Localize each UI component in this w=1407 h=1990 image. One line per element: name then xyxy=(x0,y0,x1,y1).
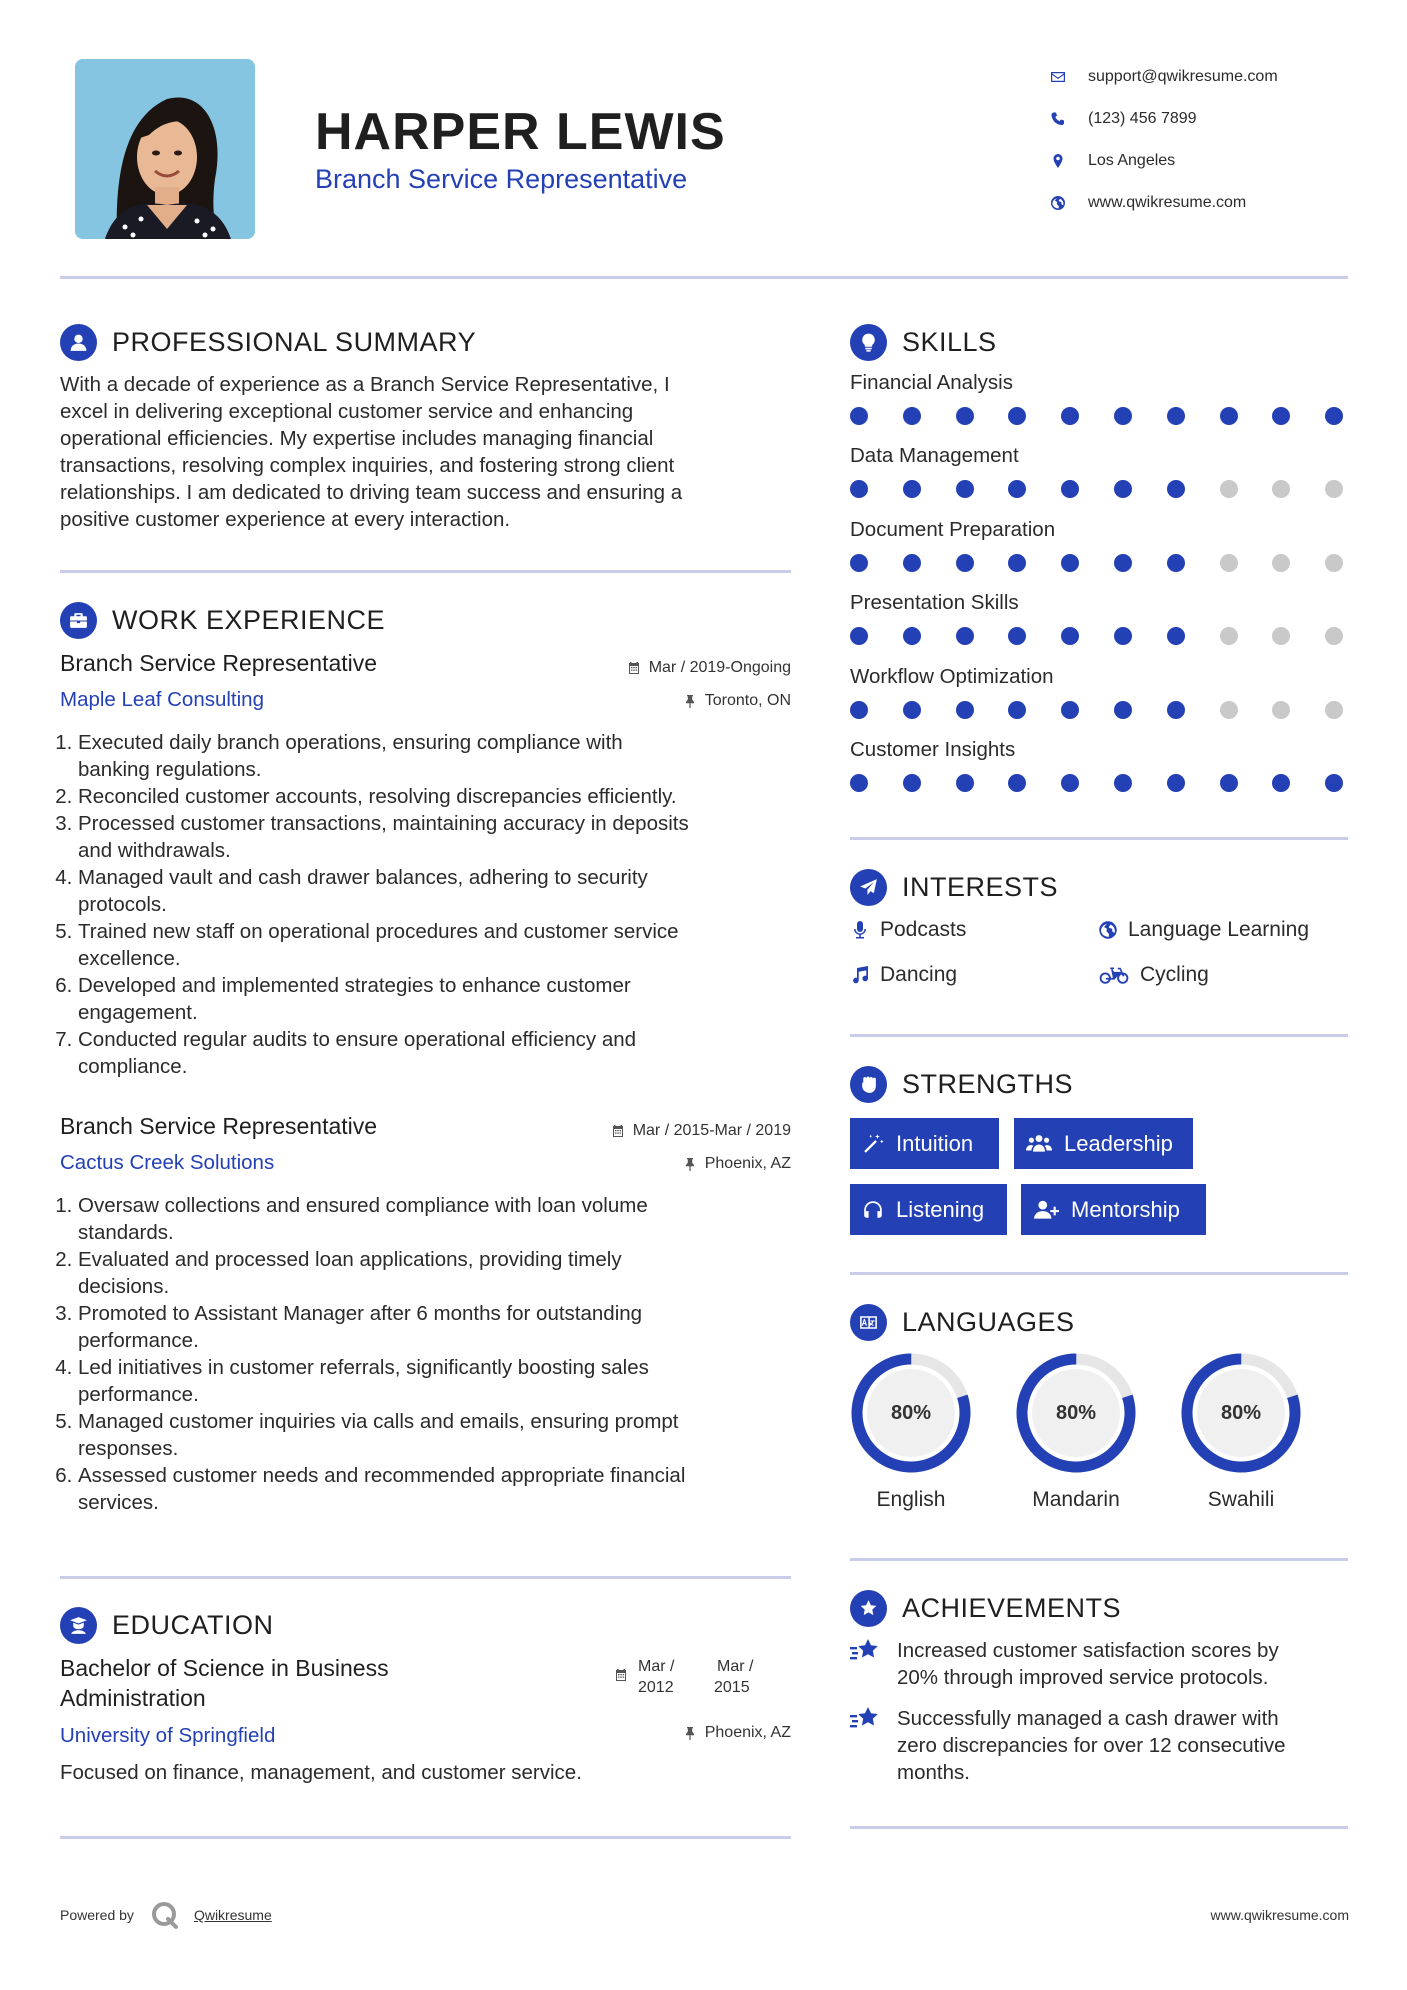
microphone-icon xyxy=(850,920,870,940)
skill-dot-filled xyxy=(1061,701,1079,719)
strength-badge xyxy=(850,1118,999,1169)
work-heading-text: WORK EXPERIENCE xyxy=(112,605,386,635)
skill-dot-filled xyxy=(956,627,974,645)
skill-dot-empty xyxy=(1325,554,1343,572)
skill-dot-empty xyxy=(1220,554,1238,572)
education-heading xyxy=(60,1607,274,1644)
skill-dot-empty xyxy=(1325,627,1343,645)
skill-dot-empty xyxy=(1272,480,1290,498)
job-location xyxy=(683,1155,791,1173)
graduate-icon xyxy=(60,1607,97,1644)
skill-dot-filled xyxy=(956,554,974,572)
globe-icon xyxy=(1098,920,1118,940)
skill-dot-filled xyxy=(1061,554,1079,572)
interest-label: Podcasts xyxy=(880,918,967,941)
headphones-icon xyxy=(862,1199,884,1221)
candidate-name: HARPER LEWIS xyxy=(315,103,726,161)
skill-dot-empty xyxy=(1272,627,1290,645)
skill-name: Document Preparation xyxy=(850,517,1056,541)
skill-dot-filled xyxy=(1061,627,1079,645)
briefcase-icon xyxy=(60,602,97,639)
strength-label: Listening xyxy=(896,1196,985,1222)
education-school: University of Springfield xyxy=(60,1724,276,1747)
skill-dot-filled xyxy=(1061,480,1079,498)
contact-email[interactable] xyxy=(1050,56,1370,98)
bicycle-icon xyxy=(1098,965,1130,985)
language-percent: 80% xyxy=(1220,1401,1262,1424)
strengths-divider xyxy=(850,1272,1348,1275)
achievements-heading xyxy=(850,1590,1121,1627)
job-dates xyxy=(627,659,791,677)
skill-dot-filled xyxy=(1008,774,1026,792)
skill-dot-filled xyxy=(1167,774,1185,792)
interests-divider xyxy=(850,1034,1348,1037)
magic-wand-icon xyxy=(862,1133,884,1155)
work-divider xyxy=(60,1576,791,1579)
skill-dot-filled xyxy=(1325,774,1343,792)
trophy-star-icon xyxy=(850,1590,887,1627)
strength-label: Mentorship xyxy=(1071,1196,1180,1222)
interest-item xyxy=(1098,918,1309,942)
interest-label: Language Learning xyxy=(1128,918,1310,941)
skill-dot-filled xyxy=(1114,627,1132,645)
job-duties xyxy=(59,729,804,1080)
pushpin-icon xyxy=(683,1157,697,1171)
achievement-item xyxy=(850,1637,1350,1691)
profile-photo xyxy=(75,59,255,239)
duty-item: 5. Trained new staff on operational procedures and customer service excellence. xyxy=(78,918,804,972)
summary-line: excel in delivering exceptional customer service and enhancing xyxy=(60,400,634,423)
skill-dot-filled xyxy=(1272,407,1290,425)
phone-icon xyxy=(1050,109,1088,129)
job-dates xyxy=(611,1122,791,1140)
contact-location xyxy=(1050,140,1370,182)
work-heading xyxy=(60,602,385,639)
interest-item xyxy=(850,963,957,987)
interest-item xyxy=(850,918,966,942)
education-location xyxy=(683,1724,791,1742)
contact-website[interactable] xyxy=(1050,182,1370,224)
skill-name: Data Management xyxy=(850,444,1019,468)
skill-dot-filled xyxy=(1272,774,1290,792)
skill-dot-empty xyxy=(1220,701,1238,719)
interest-label: Dancing xyxy=(880,963,958,986)
duty-item: 4. Led initiatives in customer referrals, significantly boosting sales performance. xyxy=(78,1354,804,1408)
achievements-divider xyxy=(850,1826,1348,1829)
skills-heading-text: SKILLS xyxy=(902,327,997,357)
envelope-icon xyxy=(1050,67,1088,87)
language-name: English xyxy=(876,1488,946,1511)
education-date-end: Mar / 2015 xyxy=(714,1658,754,1696)
strength-label: Intuition xyxy=(896,1130,974,1156)
footer-powered-by xyxy=(60,1900,272,1930)
language-icon xyxy=(850,1304,887,1341)
portrait-image xyxy=(75,59,255,239)
skill-dot-filled xyxy=(1167,701,1185,719)
summary-divider xyxy=(60,570,791,573)
music-note-icon xyxy=(850,965,870,985)
duty-item: 1. Executed daily branch operations, ensuring compliance with banking regulations. xyxy=(78,729,804,783)
contact-website-text: www.qwikresume.com xyxy=(1088,194,1247,211)
skill-name: Customer Insights xyxy=(850,738,1016,761)
star-icon xyxy=(850,1706,880,1732)
skill-dot-filled xyxy=(850,554,868,572)
job-title: Branch Service Representative xyxy=(60,650,378,676)
skill-dot-filled xyxy=(956,701,974,719)
language-name: Swahili xyxy=(1207,1488,1275,1511)
powered-by-text: Powered by xyxy=(60,1907,134,1923)
skill-dot-filled xyxy=(1008,554,1026,572)
qwikresume-logo-icon xyxy=(150,1900,180,1930)
skill-dot-filled xyxy=(1167,627,1185,645)
duty-item: 6. Developed and implemented strategies to enhance customer engagement. xyxy=(78,972,804,1026)
skill-dot-filled xyxy=(1220,407,1238,425)
strength-badge xyxy=(850,1184,1007,1235)
skill-dot-filled xyxy=(850,627,868,645)
strength-badge xyxy=(1021,1184,1206,1235)
summary-line: With a decade of experience as a Branch Service Representative, I xyxy=(60,373,670,396)
duty-item: 3. Promoted to Assistant Manager after 6 months for outstanding performance. xyxy=(78,1300,804,1354)
contact-phone[interactable] xyxy=(1050,98,1370,140)
interest-label: Cycling xyxy=(1140,963,1209,986)
skill-dot-empty xyxy=(1220,627,1238,645)
job-title: Branch Service Representative xyxy=(60,1113,378,1139)
footer-website[interactable]: www.qwikresume.com xyxy=(1210,1907,1349,1923)
languages-heading-text: LANGUAGES xyxy=(902,1307,1075,1337)
skills-divider xyxy=(850,837,1348,840)
skill-dot-filled xyxy=(903,480,921,498)
skill-dot-filled xyxy=(1114,701,1132,719)
skill-dot-filled xyxy=(1061,774,1079,792)
interest-item xyxy=(1098,963,1209,987)
skill-dot-filled xyxy=(1008,407,1026,425)
contact-phone-text: (123) 456 7899 xyxy=(1088,110,1197,127)
fist-icon xyxy=(850,1066,887,1103)
skill-name: Presentation Skills xyxy=(850,591,1019,615)
strengths-heading xyxy=(850,1066,1073,1103)
job-location-text: Phoenix, AZ xyxy=(704,1155,791,1172)
skill-dot-filled xyxy=(850,480,868,498)
pushpin-icon xyxy=(683,1726,697,1740)
languages-divider xyxy=(850,1558,1348,1561)
summary-line: relationships. I am dedicated to driving team success and ensuring a xyxy=(60,481,683,504)
calendar-icon xyxy=(627,661,641,675)
achievements-heading-text: ACHIEVEMENTS xyxy=(902,1593,1122,1623)
lightbulb-icon xyxy=(850,324,887,361)
pushpin-icon xyxy=(683,694,697,708)
achievement-text: Successfully managed a cash drawer with zero discrepancies for over 12 consecutive months. xyxy=(897,1707,1286,1784)
skill-dot-filled xyxy=(903,701,921,719)
contact-email-text: support@qwikresume.com xyxy=(1088,68,1278,85)
job-company: Cactus Creek Solutions xyxy=(60,1151,275,1174)
duty-item: 2. Reconciled customer accounts, resolving discrepancies efficiently. xyxy=(78,783,804,810)
education-location-text: Phoenix, AZ xyxy=(704,1724,791,1741)
strength-badge xyxy=(1014,1118,1193,1169)
summary-line: positive customer experience at every interaction. xyxy=(60,508,511,531)
education-divider xyxy=(60,1836,791,1839)
header-divider xyxy=(60,276,1348,279)
language-percent: 80% xyxy=(890,1401,932,1424)
job-location-text: Toronto, ON xyxy=(704,692,791,709)
contact-list xyxy=(1050,56,1370,224)
skill-dot-filled xyxy=(1114,407,1132,425)
education-calendar-icon xyxy=(614,1668,628,1687)
user-icon xyxy=(60,324,97,361)
duty-item: 6. Assessed customer needs and recommended appropriate financial services. xyxy=(78,1462,804,1516)
skill-dot-filled xyxy=(850,701,868,719)
skill-dot-filled xyxy=(850,774,868,792)
summary-heading-text: PROFESSIONAL SUMMARY xyxy=(112,327,477,357)
language-ring xyxy=(1015,1352,1137,1474)
strengths-heading-text: STRENGTHS xyxy=(902,1069,1074,1099)
skill-dot-filled xyxy=(1114,554,1132,572)
skill-dot-filled xyxy=(1167,407,1185,425)
candidate-title: Branch Service Representative xyxy=(315,164,688,194)
skill-dot-filled xyxy=(1114,480,1132,498)
skill-dot-filled xyxy=(1008,480,1026,498)
degree-line: Bachelor of Science in Business xyxy=(60,1655,389,1681)
skill-dot-filled xyxy=(1061,407,1079,425)
user-plus-icon xyxy=(1033,1199,1059,1221)
skill-dot-empty xyxy=(1272,701,1290,719)
skill-dot-filled xyxy=(850,407,868,425)
achievement-item xyxy=(850,1705,1350,1786)
paper-plane-icon xyxy=(850,869,887,906)
job-dates-text: Mar / 2019-Ongoing xyxy=(648,659,791,676)
summary-line: transactions, resolving complex inquiries, and fostering strong client xyxy=(60,454,675,477)
skill-name: Workflow Optimization xyxy=(850,664,1054,688)
contact-location-text: Los Angeles xyxy=(1088,152,1176,169)
skill-dot-empty xyxy=(1220,480,1238,498)
skill-dot-filled xyxy=(1167,554,1185,572)
skill-dot-filled xyxy=(903,554,921,572)
duty-item: 4. Managed vault and cash drawer balances, adhering to security protocols. xyxy=(78,864,804,918)
skill-dot-empty xyxy=(1325,701,1343,719)
users-icon xyxy=(1026,1133,1052,1155)
strength-label: Leadership xyxy=(1064,1130,1173,1156)
duty-item: 2. Evaluated and processed loan applications, providing timely decisions. xyxy=(78,1246,804,1300)
skill-dot-empty xyxy=(1325,480,1343,498)
skill-dot-filled xyxy=(903,627,921,645)
qwikresume-link[interactable]: Qwikresume xyxy=(193,1907,272,1923)
education-description: Focused on finance, management, and customer service. xyxy=(60,1761,582,1784)
skill-dot-filled xyxy=(1114,774,1132,792)
map-pin-icon xyxy=(1050,151,1088,171)
skill-dot-filled xyxy=(1167,480,1185,498)
skill-dot-filled xyxy=(956,407,974,425)
skill-dot-filled xyxy=(1325,407,1343,425)
summary-heading xyxy=(60,324,476,361)
skill-dot-filled xyxy=(903,774,921,792)
skill-name: Financial Analysis xyxy=(850,371,1013,394)
degree-line: Administration xyxy=(60,1685,206,1711)
language-ring xyxy=(1180,1352,1302,1474)
language-percent: 80% xyxy=(1055,1401,1097,1424)
skill-dot-filled xyxy=(903,407,921,425)
skills-heading xyxy=(850,324,997,361)
duty-item: 1. Oversaw collections and ensured compliance with loan volume standards. xyxy=(78,1192,804,1246)
duty-item: 7. Conducted regular audits to ensure operational efficiency and compliance. xyxy=(78,1026,804,1080)
skill-dot-filled xyxy=(1008,701,1026,719)
language-name: Mandarin xyxy=(1032,1488,1120,1511)
education-date-start: Mar / 2012 xyxy=(638,1658,675,1696)
globe-icon xyxy=(1050,193,1088,213)
job-duties xyxy=(59,1192,804,1516)
skill-dot-filled xyxy=(1008,627,1026,645)
job-dates-text: Mar / 2015-Mar / 2019 xyxy=(632,1122,791,1139)
job-location xyxy=(683,692,791,710)
calendar-icon xyxy=(611,1124,625,1138)
education-heading-text: EDUCATION xyxy=(112,1610,274,1640)
skill-dot-filled xyxy=(956,774,974,792)
duty-item: 5. Managed customer inquiries via calls and emails, ensuring prompt responses. xyxy=(78,1408,804,1462)
interests-heading xyxy=(850,869,1058,906)
duty-item: 3. Processed customer transactions, maintaining accuracy in deposits and withdrawals. xyxy=(78,810,804,864)
achievement-text: Increased customer satisfaction scores by 20% through improved service protocols. xyxy=(897,1639,1279,1689)
skill-dot-empty xyxy=(1272,554,1290,572)
skill-dot-filled xyxy=(956,480,974,498)
summary-line: operational efficiencies. My expertise includes managing financial xyxy=(60,427,654,450)
summary-text xyxy=(60,371,800,533)
skill-dot-filled xyxy=(1220,774,1238,792)
language-ring xyxy=(850,1352,972,1474)
job-company: Maple Leaf Consulting xyxy=(60,688,264,711)
star-icon xyxy=(850,1638,880,1664)
interests-heading-text: INTERESTS xyxy=(902,872,1059,902)
languages-heading xyxy=(850,1304,1075,1341)
